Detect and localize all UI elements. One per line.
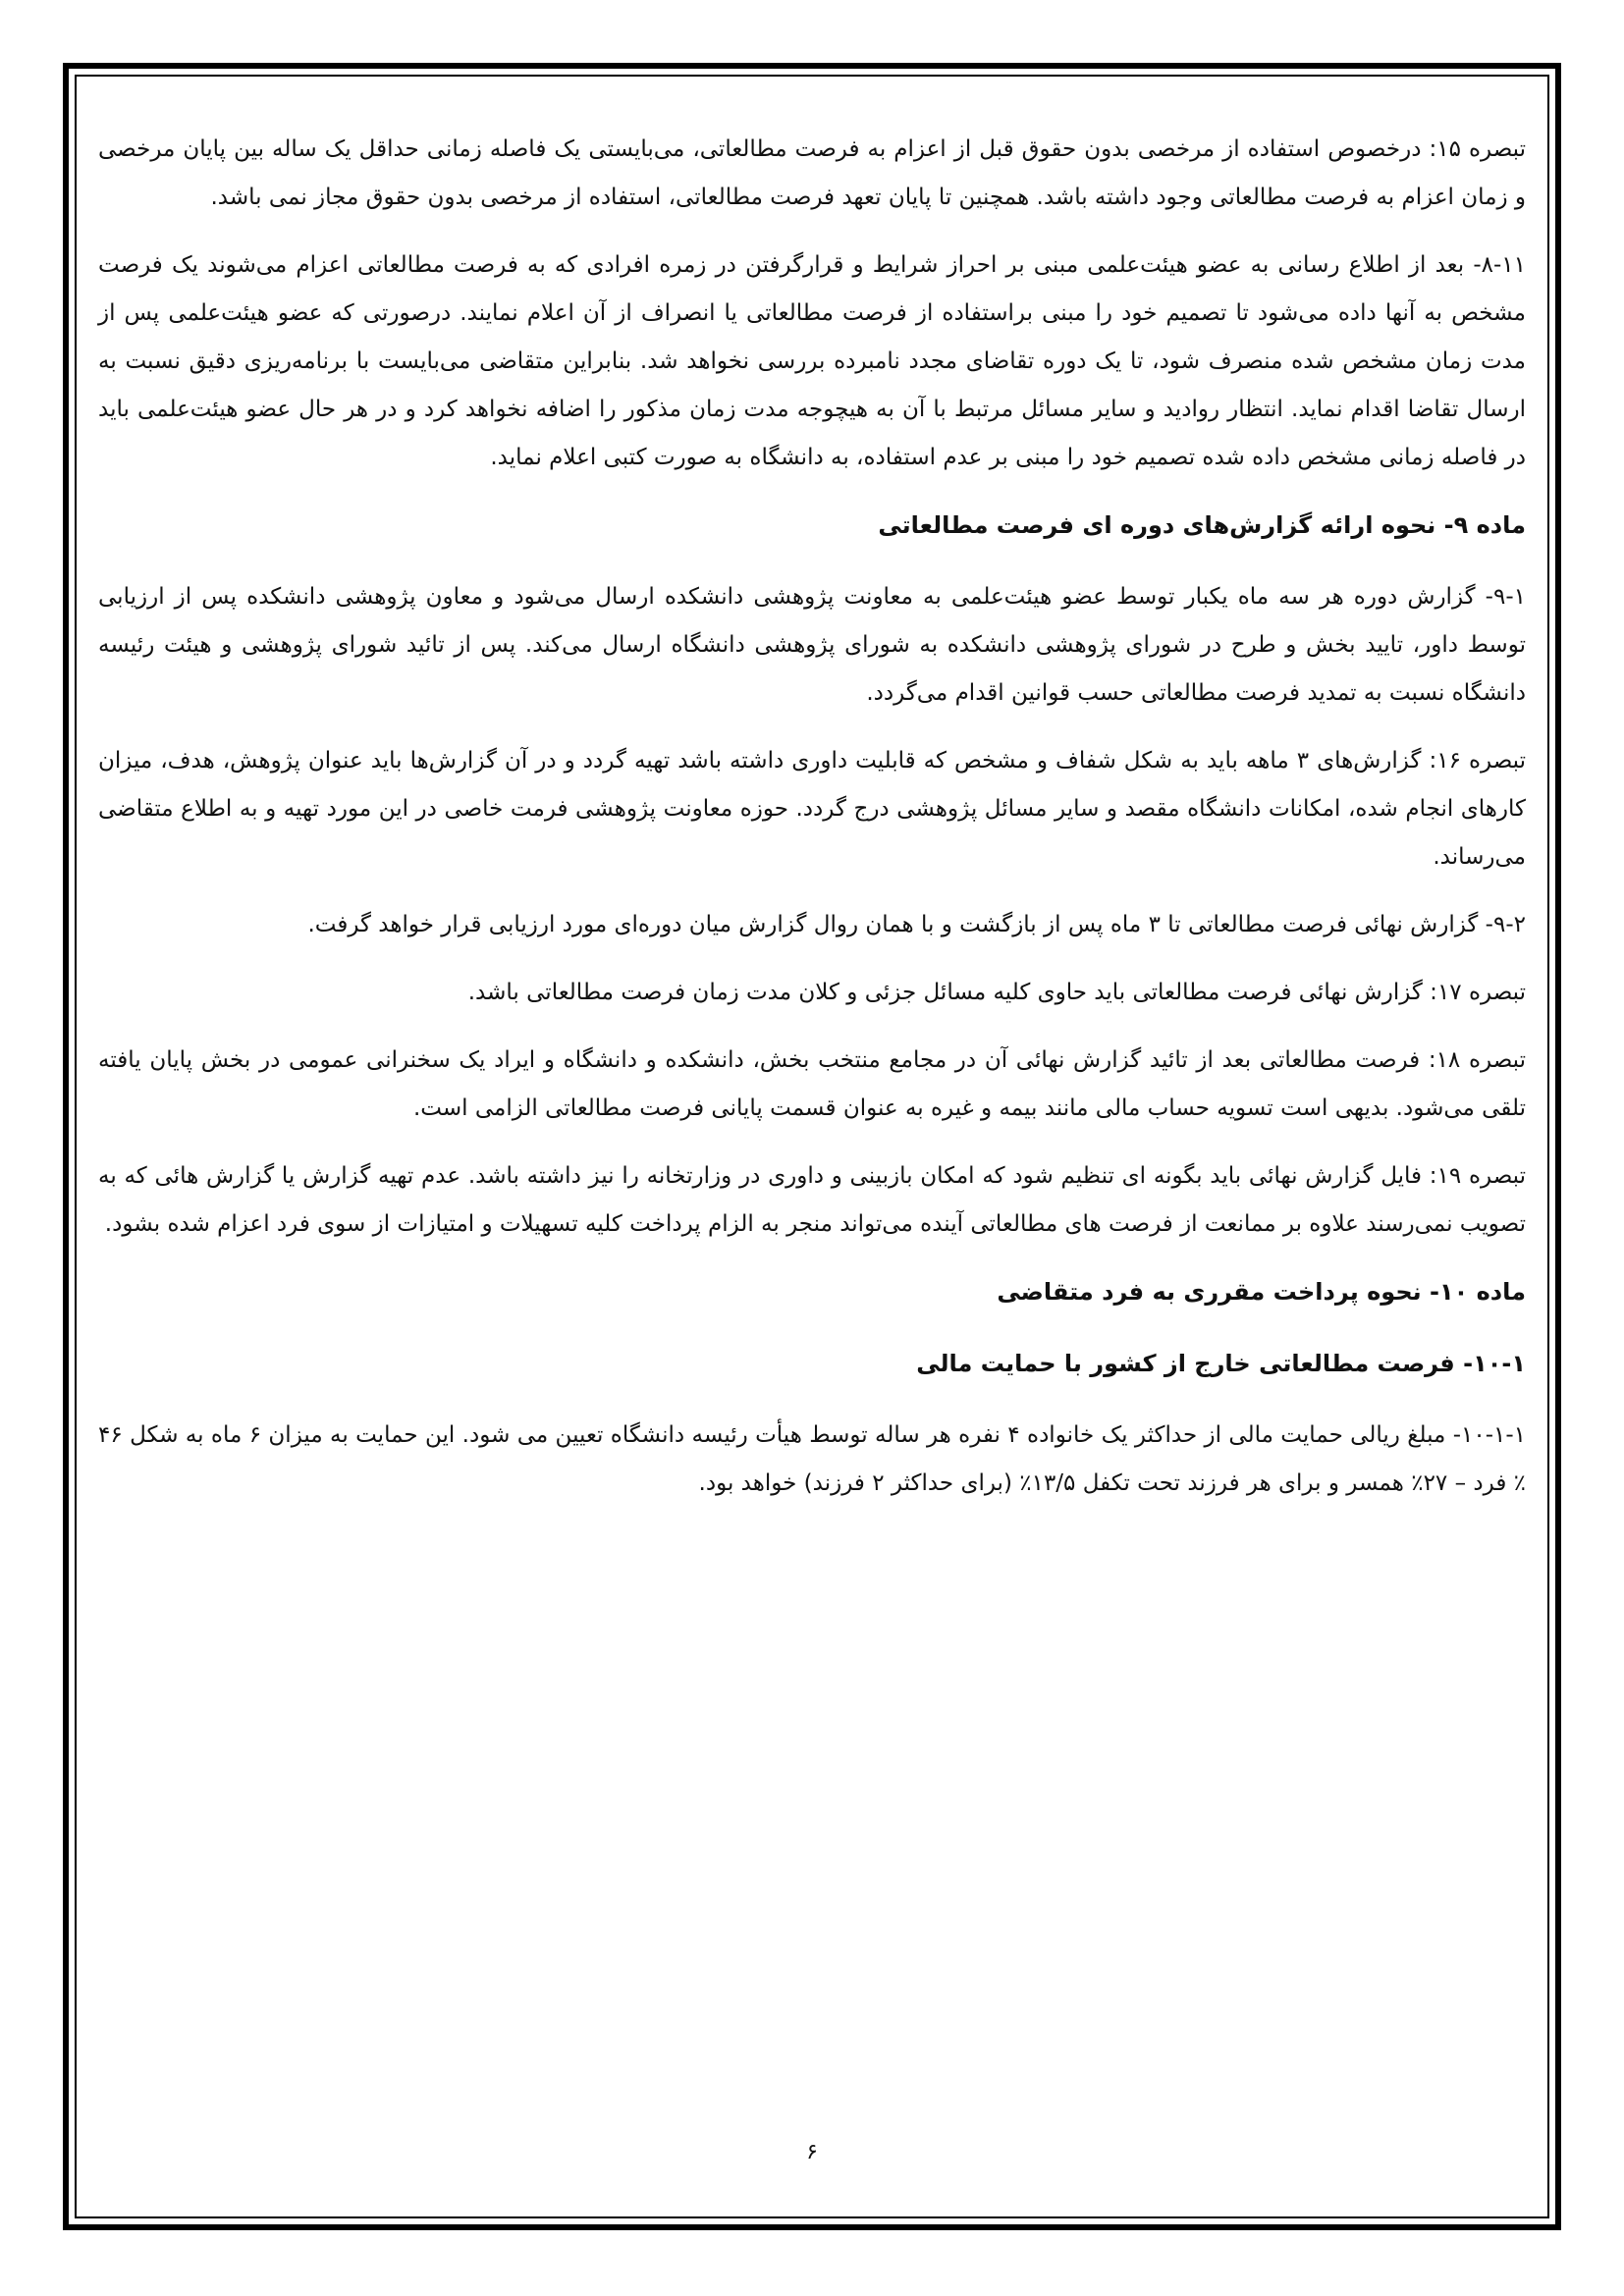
clause-8-11-paragraph: ۸-۱۱- بعد از اطلاع رسانی به عضو هیئت‌علمی مبنی بر احراز شرایط و قرارگرفتن در زمره افرادی که به فرصت مطالعاتی اعزام می‌شوند یک فرصت مشخص به آنها داده می‌شود تا تصمیم خود را مبنی براستفاده از فرصت مطالعاتی یا انصراف از آن اعلام نمایند. درصورتی که عضو هیئت‌علمی پس از مدت زمان مشخص شده منصرف شود، تا یک دوره تقاضای مجدد نامبرده بررسی نخواهد شد. بنابراین متقاضی می‌بایست با برنامه‌ریزی دقیق نسبت به ارسال تقاضا اقدام نماید. انتظار روادید و سایر مسائل مرتبط با آن به هیچوجه مدت زمان مذکور را اضافه نخواهد کرد و در هر حال عضو هیئت‌علمی باید در فاصله زمانی مشخص داده شده تصمیم خود را مبنی بر عدم استفاده، به دانشگاه به صورت کتبی اعلام نماید. — [98, 252, 1526, 470]
note-18-paragraph: تبصره ۱۸: فرصت مطالعاتی بعد از تائید گزارش نهائی آن در مجامع منتخب بخش، دانشکده و دانشگاه و ایراد یک سخنرانی عمومی در بخش پایان یافته تلقی می‌شود. بدیهی است تسویه حساب مالی مانند بیمه و غیره به عنوان قسمت پایانی فرصت مطالعاتی الزامی است. — [98, 1047, 1526, 1121]
clause-9-2-paragraph: ۹-۲- گزارش نهائی فرصت مطالعاتی تا ۳ ماه پس از بازگشت و با همان روال گزارش میان دوره‌ای مورد ارزیابی قرار خواهد گرفت. — [307, 912, 1526, 937]
note-17-paragraph: تبصره ۱۷: گزارش نهائی فرصت مطالعاتی باید حاوی کلیه مسائل جزئی و کلان مدت زمان فرصت مطالعاتی باشد. — [467, 980, 1526, 1005]
note-15-paragraph: تبصره ۱۵: درخصوص استفاده از مرخصی بدون حقوق قبل از اعزام به فرصت مطالعاتی، می‌بایستی یک فاصله زمانی حداقل یک ساله بین پایان مرخصی و زمان اعزام به فرصت مطالعاتی وجود داشته باشد. همچنین تا پایان تعهد فرصت مطالعاتی، استفاده از مرخصی بدون حقوق مجاز نمی باشد. — [98, 136, 1526, 210]
clause-9-1-paragraph: ۹-۱- گزارش دوره هر سه ماه یکبار توسط عضو هیئت‌علمی به معاونت پژوهشی دانشکده ارسال می‌شود و معاون پژوهشی دانشکده پس از ارزیابی توسط داور، تایید بخش و طرح در شورای پژوهشی دانشکده به شورای پژوهشی دانشگاه ارسال می‌کند. پس از تائید شورای پژوهشی و هیئت رئیسه دانشگاه نسبت به تمدید فرصت مطالعاتی حسب قوانین اقدام می‌گردد. — [98, 584, 1526, 706]
note-19-paragraph: تبصره ۱۹: فایل گزارش نهائی باید بگونه ای تنظیم شود که امکان بازبینی و داوری در وزارتخانه را نیز داشته باشد. عدم تهیه گزارش یا گزارش هائی که به تصویب نمی‌رسند علاوه بر ممانعت از فرصت های مطالعاتی آینده می‌تواند منجر به الزام پرداخت کلیه تسهیلات و امتیازات از سوی فرد اعزام شده بشود. — [98, 1163, 1527, 1237]
article-9-heading: ماده ۹- نحوه ارائه گزارش‌های دوره ای فرصت مطالعاتی — [878, 511, 1526, 539]
section-10-1-heading: ۱۰-۱- فرصت مطالعاتی خارج از کشور با حمایت مالی — [916, 1350, 1526, 1377]
note-16-paragraph: تبصره ۱۶: گزارش‌های ۳ ماهه باید به شکل شفاف و مشخص که قابلیت داوری داشته باشد تهیه گردد و در آن گزارش‌ها باید عنوان پژوهش، هدف، میزان کارهای انجام شده، امکانات دانشگاه مقصد و سایر مسائل پژوهشی درج گردد. حوزه معاونت پژوهشی فرمت خاصی در این مورد تهیه و به اطلاع متقاضی می‌رساند. — [98, 748, 1526, 870]
clause-10-1-1-paragraph: ۱۰-۱-۱- مبلغ ریالی حمایت مالی از حداکثر یک خانواده ۴ نفره هر ساله توسط هیأت رئیسه دانشگاه تعیین می شود. این حمایت به میزان ۶ ماه به شکل ۴۶ ٪ فرد – ۲۷٪ همسر و برای هر فرزند تحت تکفل ۱۳/۵٪ (برای حداکثر ۲ فرزند) خواهد بود. — [98, 1422, 1527, 1496]
page-content — [98, 126, 1526, 1527]
page-number: ۶ — [806, 2140, 818, 2164]
article-10-heading: ماده ۱۰- نحوه پرداخت مقرری به فرد متقاضی — [997, 1278, 1526, 1306]
